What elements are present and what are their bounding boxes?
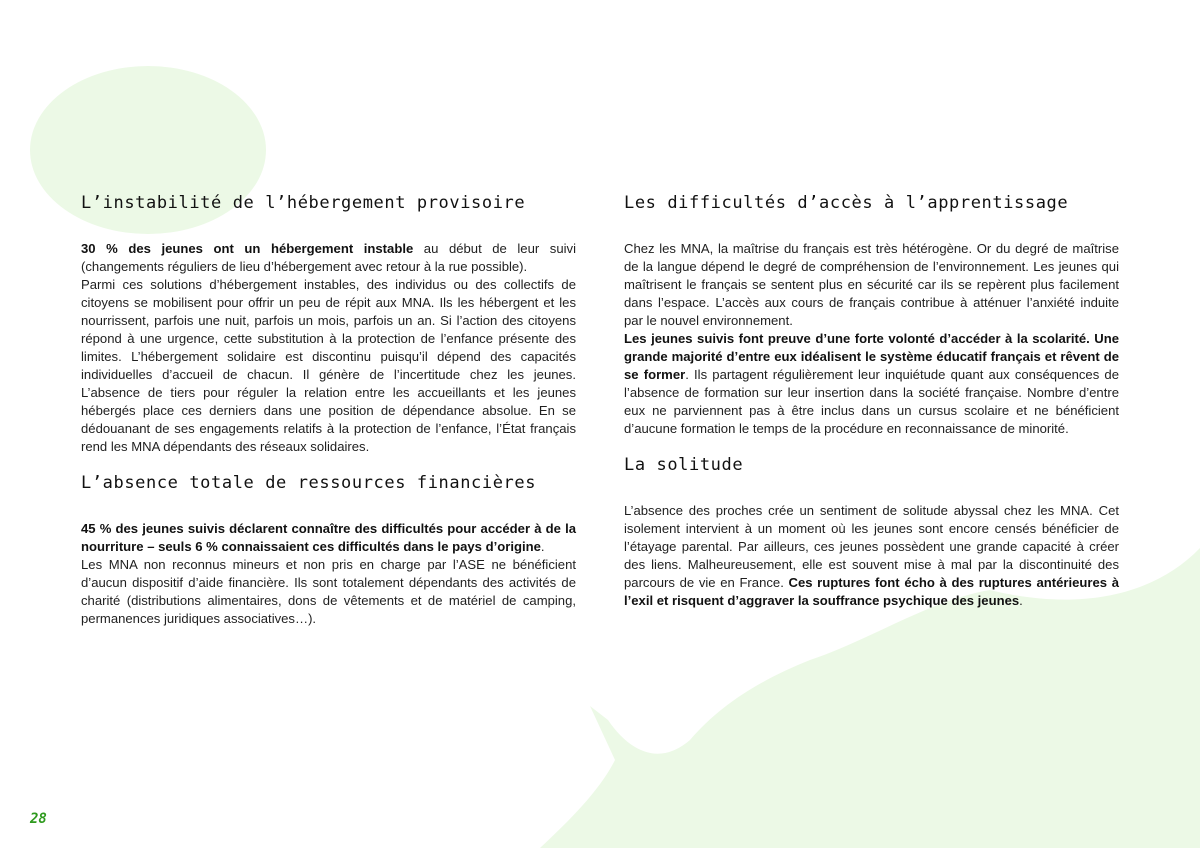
section-loneliness	[624, 450, 1119, 610]
body-text: Chez les MNA, la maîtrise du français est très hétérogène. Or du degré de maîtrise de la langue dépend le degré de compréhension de l’environnement. Les jeunes qui maîtrisent le français se sentent plus en sécurité car ils se repèrent plus facilement dans l’espace. L’accès aux cours de français contribue à atténuer l’anxiété induite par le nouvel environnement.	[624, 241, 1119, 328]
section-housing-instability	[81, 188, 576, 456]
body-text: .	[540, 539, 545, 554]
section-title: Les difficultés d’accès à l’apprentissage	[624, 193, 1069, 213]
body-text: Parmi ces solutions d’hébergement instables, des individus ou des collectifs de citoyens se mobilisent pour offrir un peu de répit aux MNA. Ils les hébergent et les nourrissent, parfois une nuit, parfois un mois, parfois un an. Si l’action des citoyens répond à une urgence, cette substitution à la protection de l’enfance présente des limites. L’hébergement solidaire est discontinu puisqu’il dépend des capacités individuelles d’accueil de chacun. Il génère de l’incertitude chez les jeunes. L’absence de tiers pour réguler la relation entre les accueillants et les jeunes hébergés place ces derniers dans une position de dépendance absolue. En se dédouanant de ses engagements relatifs à la protection de l’enfance, l’État français rend les MNA dépendants des réseaux solidaires.	[81, 277, 576, 454]
section-body	[81, 520, 576, 628]
section-title: L’absence totale de ressources financières	[81, 473, 537, 493]
left-column	[81, 188, 576, 628]
body-text: L’absence des proches crée un sentiment de solitude abyssal chez les MNA. Cet isolement intervient à un moment où les jeunes sont encore censés bénéficier de l’étayage parental. Par ailleurs, ces jeunes possèdent une grande capacité à créer des liens. Malheureusement, elle est souvent mise à mal par la discontinuité des parcours de vie en France.	[624, 503, 1119, 590]
highlight-text: Ces ruptures font écho à des ruptures antérieures à l’exil et risquent d’aggraver la souffrance psychique des jeunes	[624, 575, 1119, 608]
section-title: La solitude	[624, 455, 744, 475]
body-text: Les MNA non reconnus mineurs et non pris en charge par l’ASE ne bénéficient d’aucun dispositif d’aide financière. Ils sont totalement dépendants des activités de charité (distributions alimentaires, dons de vêtements et de matériel de camping, permanences juridiques associatives…).	[81, 557, 576, 626]
section-body	[81, 240, 576, 456]
section-body	[624, 502, 1119, 610]
highlight-text: 45 % des jeunes suivis déclarent connaître des difficultés pour accéder à de la nourriture – seuls 6 % connaissaient ces difficultés dans le pays d’origine	[81, 521, 576, 554]
section-learning-access	[624, 188, 1119, 438]
section-title: L’instabilité de l’hébergement provisoire	[81, 193, 526, 213]
section-body	[624, 240, 1119, 438]
body-text: .	[1019, 593, 1023, 608]
body-text: . Ils partagent régulièrement leur inquiétude quant aux conséquences de l’absence de formation sur leur insertion dans la société française. Nombre d’entre eux ne parviennent pas à être inclus dans un cursus scolaire et ne bénéficient d’aucune formation le temps de la procédure en reconnaissance de minorité.	[624, 367, 1119, 436]
right-column	[624, 188, 1119, 610]
highlight-text: Les jeunes suivis font preuve d’une forte volonté d’accéder à la scolarité. Une grande majorité d’entre eux idéalisent le système éducatif français et rêvent de se former	[624, 331, 1119, 382]
highlight-text: 30 % des jeunes ont un hébergement instable	[81, 241, 414, 256]
section-financial-resources	[81, 468, 576, 628]
body-text: au début de leur suivi (changements réguliers de lieu d’hébergement avec retour à la rue possible).	[81, 241, 576, 274]
page-number: 28	[30, 811, 47, 827]
